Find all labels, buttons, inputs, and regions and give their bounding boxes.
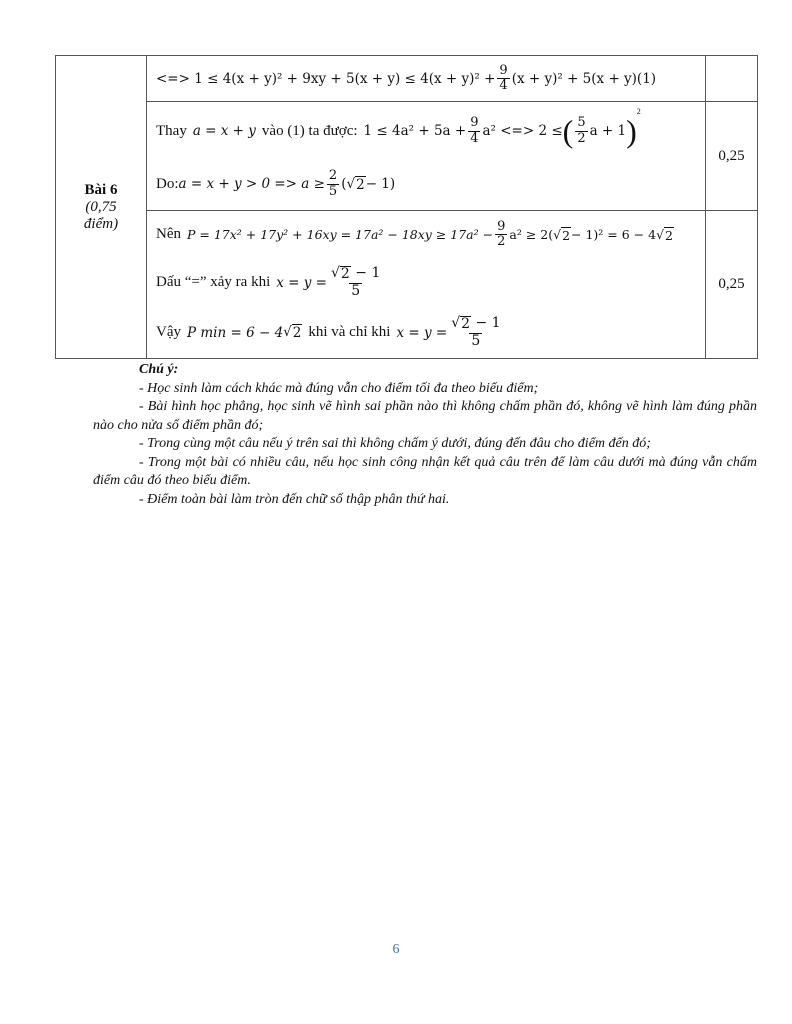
- eq6-fraction: [449, 316, 502, 349]
- problem-label-cell: [56, 56, 147, 359]
- eq6-sqrt-val: 2: [292, 325, 302, 341]
- eq6-mid: khi và chỉ khi: [308, 324, 391, 340]
- eq2-inner-fraction: [575, 116, 587, 146]
- eq3-close: − 1): [365, 176, 396, 192]
- eq3-fraction: [327, 169, 339, 199]
- eq4-sqrt-val: 2: [562, 227, 571, 243]
- eq3-intro: Do:: [156, 175, 179, 192]
- eq6-num-tail: − 1: [471, 315, 501, 332]
- equality-row: [147, 258, 705, 308]
- eq2-exponent: 2: [636, 107, 641, 116]
- eq6-frac-den: 5: [471, 332, 481, 349]
- eq2-frac-den: 4: [470, 130, 479, 146]
- conclusion-row: [147, 308, 705, 358]
- eq4-intro: Nên: [156, 226, 181, 242]
- eq3-frac-num: 2: [328, 168, 338, 184]
- step-cell-1: [147, 56, 706, 102]
- eq5-intro: Dấu “=” xảy ra khi: [156, 274, 271, 290]
- eq2-ineq-a: 1 ≤ 4a² + 5a +: [363, 123, 467, 139]
- eq4-frac-den: 2: [497, 234, 506, 249]
- note-item: - Bài hình học phẳng, học sinh vẽ hình sai phần nào thì không chấm phần đó, không vẽ hình làm đúng phần nào cho nửa số điểm phần đó;: [93, 399, 757, 433]
- condition-row: [147, 159, 705, 209]
- eq3-frac-den: 5: [328, 183, 338, 199]
- grading-table: [55, 55, 758, 359]
- eq2-intro: Thay: [156, 122, 187, 139]
- eq1-fraction: [497, 64, 509, 94]
- page-number: 6: [392, 942, 400, 957]
- substitution-row: [147, 103, 705, 159]
- note-item: - Trong một bài có nhiều câu, nếu học sinh công nhận kết quả câu trên để làm câu dưới mà đúng vẫn chấm điểm câu đó theo biểu điểm.: [93, 454, 757, 488]
- equation-row-1: [147, 64, 705, 94]
- eq1-frac-num: 9: [499, 62, 508, 78]
- eq3-expr: a = x + y > 0 => a ≥: [178, 176, 325, 192]
- evaluation-row: [147, 212, 705, 258]
- eq3-sqrt: √ 2: [346, 175, 365, 193]
- problem-label: Bài 6: [84, 181, 118, 198]
- eq2-open-paren: (: [562, 113, 574, 149]
- eq1-prefix: <=> 1 ≤ 4(x + y)² + 9xy + 5(x + y) ≤ 4(x + y)² +: [156, 70, 496, 87]
- note-item: - Điểm toàn bài làm tròn đến chữ số thập phân thứ hai.: [139, 491, 450, 507]
- problem-points: (0,75: [85, 198, 117, 215]
- eq4-expr: P = 17x² + 17y² + 16xy = 17a² − 18xy ≥ 17a² −: [187, 227, 494, 242]
- eq2-inner-den: 2: [577, 130, 586, 146]
- eq5-frac-num: √ 2 − 1: [331, 265, 381, 283]
- eq3-open: (: [341, 176, 347, 192]
- step-cell-3: [147, 211, 706, 359]
- eq4-sqrt: √ 2: [553, 226, 571, 243]
- eq2-close-paren: ): [626, 113, 637, 149]
- eq6-num-sqrt: 2: [461, 316, 471, 333]
- notes-section: [93, 361, 757, 509]
- eq1-frac-den: 4: [499, 78, 508, 93]
- step-cell-2: [147, 102, 706, 211]
- eq5-num-sqrt: 2: [340, 266, 350, 283]
- eq6-sqrt: √ 2: [283, 324, 302, 341]
- eq6-intro: Vậy: [156, 324, 181, 340]
- problem-points-unit: điểm): [83, 215, 119, 232]
- eq5-fraction: [329, 266, 382, 299]
- eq5-expr: x = y =: [276, 274, 327, 291]
- eq5-num-tail: − 1: [350, 265, 381, 282]
- notes-title: Chú ý:: [139, 362, 179, 377]
- eq2-frac-num: 9: [470, 115, 479, 131]
- eq2-expr: a = x + y: [192, 123, 256, 139]
- eq5-frac-den: 5: [351, 282, 361, 299]
- eq1-suffix: (x + y)² + 5(x + y)(1): [511, 70, 657, 87]
- note-item: - Học sinh làm cách khác mà đúng vẫn cho điểm tối đa theo biểu điểm;: [139, 380, 539, 396]
- eq4-frac-num: 9: [497, 218, 506, 234]
- note-item: - Trong cùng một câu nếu ý trên sai thì không chấm ý dưới, đúng đến đâu cho điểm đến đó;: [139, 436, 651, 451]
- eq2-inner-num: 5: [577, 115, 586, 131]
- eq4-fraction: [495, 220, 507, 250]
- eq2-ineq-b: a² <=> 2 ≤: [482, 123, 563, 139]
- eq3-sqrt-val: 2: [356, 176, 365, 193]
- eq6-expr: P min = 6 − 4: [187, 324, 284, 341]
- eq4-sqrt-end-val: 2: [665, 227, 673, 243]
- eq2-mid: vào (1) ta được:: [261, 122, 358, 139]
- score-cell-2: 0,25: [706, 211, 758, 359]
- eq4-sqrt-end: √ 2: [656, 226, 673, 243]
- eq2-inner-tail: a + 1: [589, 123, 627, 139]
- score-cell-1: 0,25: [706, 102, 758, 211]
- eq4-tail-b: − 1)² = 6 − 4: [571, 227, 657, 242]
- eq2-fraction: [468, 116, 480, 146]
- eq4-tail: a² ≥ 2(: [509, 227, 554, 242]
- eq6-expr2: x = y =: [396, 324, 448, 341]
- score-cell-empty: [706, 56, 758, 102]
- eq6-frac-num: √ 2 − 1: [451, 315, 501, 333]
